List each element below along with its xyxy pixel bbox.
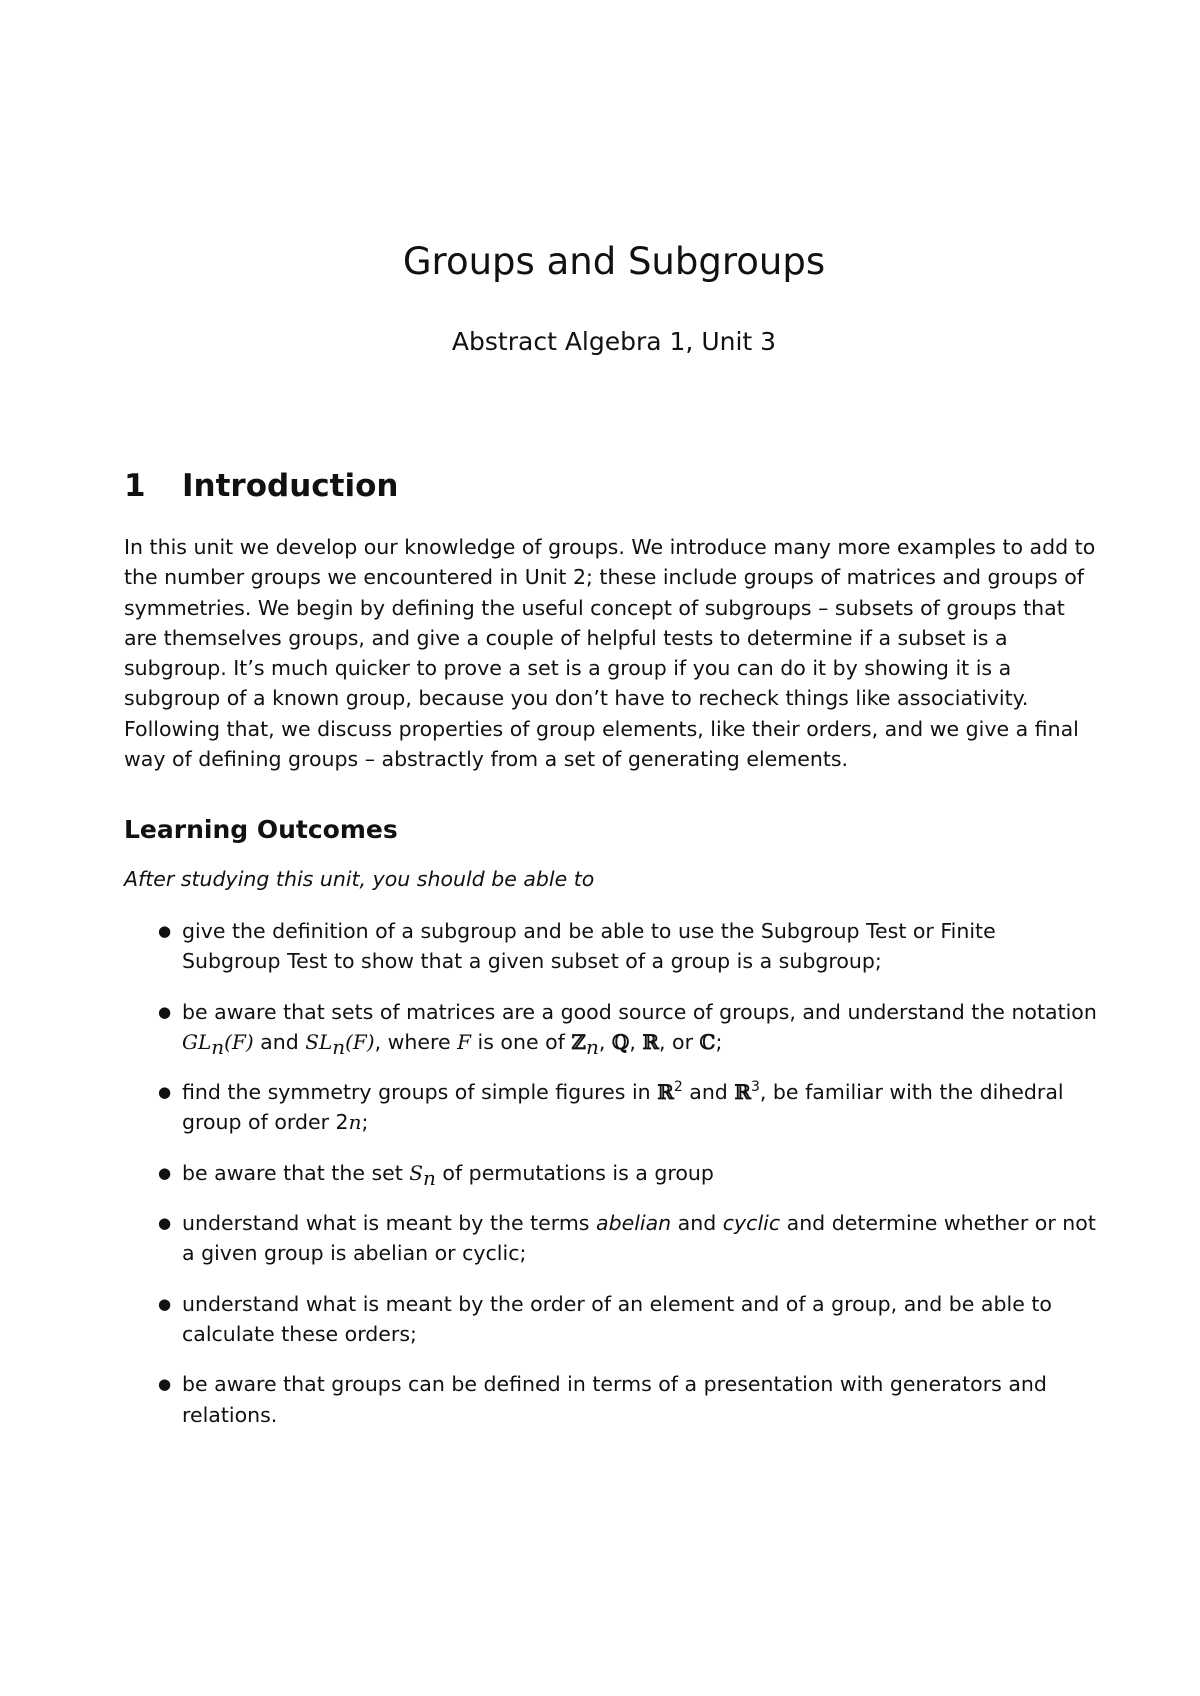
introduction-paragraph: In this unit we develop our knowledge of groups. We introduce many more examples to add to the number groups we encountered in Unit 2; these include groups of matrices and groups of symmetries. We begin by defining the useful concept of subgroups – subsets of groups that are themselves groups, and give a couple of helpful tests to determine if a subset is a subgroup. It’s much quicker to prove a set is a group if you can do it by showing it is a subgroup of a known group, because you don’t have to recheck things like associativity. Following that, we discuss properties of group elements, like their orders, and we give a final way of defining groups – abstractly from a set of generating elements.: [124, 535, 1096, 772]
outcome-text: be aware that the set: [182, 1160, 410, 1185]
outcome-text: and: [682, 1080, 735, 1105]
bullet-icon: ●: [158, 1083, 172, 1102]
outcome-text: and determine whether or not a given group is abelian or cyclic;: [182, 1211, 1096, 1266]
section-number: 1: [124, 468, 146, 504]
term-cyclic: cyclic: [722, 1211, 781, 1236]
math-s: S: [409, 1160, 423, 1185]
outcome-text: is one of: [471, 1029, 572, 1054]
list-item: [124, 1289, 1099, 1350]
list-item: [124, 1208, 1099, 1269]
math-gl: GL: [182, 1029, 212, 1054]
bullet-icon: ●: [158, 1002, 172, 1021]
outcome-text: , be familiar with the dihedral group of order: [182, 1080, 1064, 1135]
bullet-icon: ●: [158, 1375, 172, 1394]
outcome-text: ;: [361, 1110, 369, 1135]
math-complex: ℂ: [699, 1029, 716, 1054]
document-title: Groups and Subgroups: [402, 240, 826, 283]
math-rationals: ℚ: [611, 1029, 630, 1054]
learning-outcomes-heading: Learning Outcomes: [124, 815, 398, 844]
term-abelian: abelian: [596, 1211, 672, 1236]
outcome-text: and: [253, 1029, 306, 1054]
math-f: F: [457, 1029, 472, 1054]
math-field-arg: (F): [224, 1029, 254, 1054]
math-two: 2: [335, 1110, 349, 1135]
section-title: Introduction: [182, 468, 399, 504]
math-field-arg: (F): [345, 1029, 375, 1054]
math-subscript: n: [211, 1034, 225, 1059]
outcome-text: of permutations is a group: [435, 1160, 714, 1185]
math-reals: ℝ: [657, 1080, 674, 1105]
outcome-text: ,: [629, 1029, 643, 1054]
learning-outcomes-list: [124, 916, 1099, 1450]
outcome-text: be aware that groups can be defined in terms of a presentation with generators and relations.: [182, 1372, 1047, 1427]
outcome-text: be aware that sets of matrices are a good source of groups, and understand the notation: [182, 999, 1097, 1024]
bullet-icon: ●: [158, 1163, 172, 1182]
learning-outcomes-lead: After studying this unit, you should be able to: [124, 867, 595, 891]
section-heading-introduction: [124, 468, 398, 505]
outcome-text: ;: [715, 1029, 723, 1054]
math-reals: ℝ: [642, 1029, 660, 1054]
outcome-text: understand what is meant by the order of an element and of a group, and be able to calculate these orders;: [182, 1291, 1052, 1346]
outcome-text: understand what is meant by the terms: [182, 1211, 597, 1236]
outcome-text: find the symmetry groups of simple figures in: [182, 1080, 658, 1105]
outcome-text: , or: [659, 1029, 700, 1054]
list-item: [124, 916, 1099, 977]
math-exponent: 2: [673, 1079, 683, 1096]
math-exponent: 3: [750, 1079, 760, 1096]
bullet-icon: ●: [158, 922, 172, 940]
outcome-text: give the definition of a subgroup and be able to use the Subgroup Test or Finite Subgroup Test to show that a given subset of a group is a subgroup;: [182, 919, 996, 974]
outcome-text: ,: [598, 1029, 612, 1054]
list-item: [124, 997, 1099, 1058]
outcome-text: and: [671, 1211, 723, 1236]
outcome-text: , where: [374, 1029, 458, 1054]
math-subscript: n: [585, 1034, 599, 1059]
bullet-icon: ●: [158, 1214, 172, 1233]
math-reals: ℝ: [734, 1080, 751, 1105]
math-subscript: n: [423, 1165, 436, 1190]
bullet-icon: ●: [158, 1294, 172, 1313]
document-subtitle: Abstract Algebra 1, Unit 3: [451, 327, 777, 356]
math-integers: ℤ: [571, 1029, 586, 1054]
list-item: [124, 1077, 1099, 1138]
math-sl: SL: [305, 1029, 333, 1054]
list-item: [124, 1369, 1099, 1430]
math-n: n: [348, 1110, 362, 1135]
math-subscript: n: [332, 1034, 346, 1059]
list-item: [124, 1158, 1099, 1188]
